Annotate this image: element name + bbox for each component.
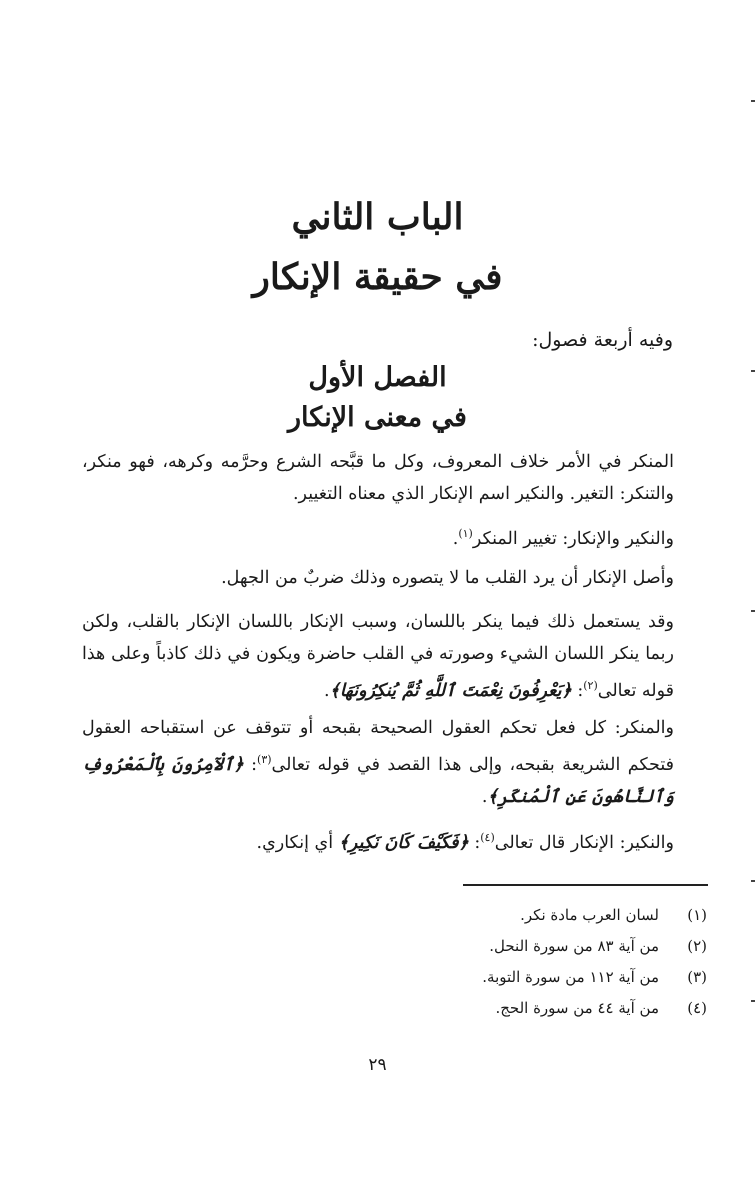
chapter-subtitle: في حقيقة الإنكار: [252, 256, 503, 298]
footnote-text: من آية ٤٤ من سورة الحج.: [495, 999, 659, 1017]
footnote-number: (١): [687, 906, 707, 924]
paragraph-colon: :: [571, 680, 584, 701]
paragraph-munkar: [82, 712, 674, 813]
quran-verse: ﴿يَعْرِفُونَ نِعْمَتَ ٱللَّهِ ثُمَّ يُنكِرُونَهَا﴾: [329, 680, 572, 701]
footnote-ref[interactable]: (٢): [583, 679, 598, 692]
quran-verse: ﴿ٱلْآمِرُونَ بِٱلْمَعْرُوفِ وَٱلنَّاهُونَ عَنِ ٱلْمُنكَرِ﴾: [82, 754, 674, 807]
margin-mark: [751, 370, 755, 372]
footnote-number: (٢): [687, 937, 707, 955]
margin-mark: [751, 1000, 755, 1002]
footnote-ref[interactable]: (٣): [257, 753, 272, 766]
footnote-ref[interactable]: (٤): [480, 831, 495, 844]
page-number: ٢٩: [368, 1055, 387, 1075]
paragraph-origin: [82, 562, 674, 594]
paragraph-text: والمنكر: كل فعل تحكم العقول الصحيحة بقبحه أو تتوقف عن استقباحه العقول فتحكم الشريعة بقبحه، وإلى هذا القصد في قوله تعالى: [82, 718, 674, 775]
paragraph-end: .: [452, 528, 459, 549]
paragraph-nakir-verse: [82, 822, 674, 859]
margin-mark: [751, 610, 755, 612]
chapter-title: الباب الثاني: [291, 196, 464, 238]
footnote-ref[interactable]: (١): [458, 527, 473, 540]
margin-mark: [751, 880, 755, 882]
footnote-text: لسان العرب مادة نكر.: [520, 906, 659, 924]
section-title: الفصل الأول: [308, 362, 447, 393]
paragraph-text: المنكر في الأمر خلاف المعروف، وكل ما قبَّحه الشرع وحرَّمه وكرهه، فهو منكر، والتنكر: التغير. والنكير اسم الإنكار الذي معناه التغيير.: [82, 452, 674, 504]
footnote-text: من آية ١١٢ من سورة التوبة.: [482, 968, 659, 986]
footnote-item: [482, 931, 707, 962]
paragraph-text: وقد يستعمل ذلك فيما ينكر باللسان، وسبب الإنكار باللسان الإنكار بالقلب، ولكن ربما ينكر اللسان الشيء وصورته في القلب حاضرة ويكون في ذلك كاذباً وعلى هذا قوله تعالى: [82, 612, 674, 701]
paragraph-text: والنكير: الإنكار قال تعالى: [494, 832, 674, 853]
paragraph-definition: [82, 446, 674, 510]
paragraph-colon: :: [243, 754, 258, 775]
footnote-item: [482, 993, 707, 1024]
paragraph-tongue: [82, 606, 674, 707]
footnote-number: (٤): [687, 999, 707, 1017]
paragraph-text: والنكير والإنكار: تغيير المنكر: [472, 528, 674, 549]
paragraph-nakir: [82, 518, 674, 555]
footnote-item: [482, 900, 707, 931]
footnote-number: (٣): [687, 968, 707, 986]
paragraph-end: .: [481, 786, 488, 807]
footnote-item: [482, 962, 707, 993]
paragraph-end: أي إنكاري.: [256, 832, 339, 853]
paragraph-end: .: [323, 680, 330, 701]
margin-mark: [751, 100, 755, 102]
paragraph-text: وأصل الإنكار أن يرد القلب ما لا يتصوره وذلك ضربٌ من الجهل.: [221, 568, 674, 588]
section-subtitle: في معنى الإنكار: [288, 402, 467, 433]
quran-verse: ﴿فَكَيْفَ كَانَ نَكِيرِ﴾: [338, 832, 469, 853]
paragraph-colon: :: [468, 832, 481, 853]
footnotes: [482, 900, 707, 1024]
footnote-divider: [463, 884, 708, 886]
footnote-text: من آية ٨٣ من سورة النحل.: [489, 937, 659, 955]
chapter-intro: وفيه أربعة فصول:: [532, 329, 673, 351]
